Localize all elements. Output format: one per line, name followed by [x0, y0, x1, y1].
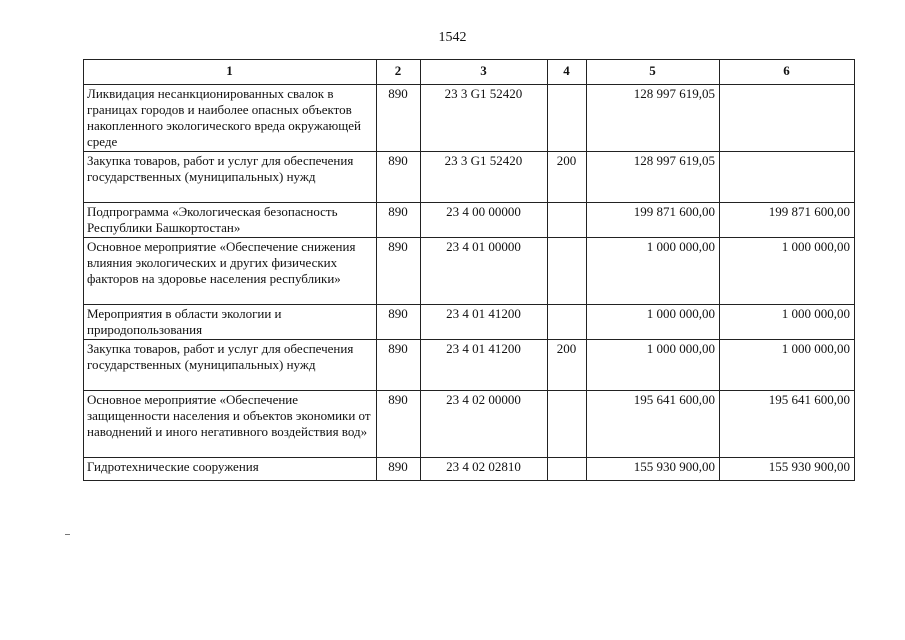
- cell-target: 23 3 G1 52420: [421, 152, 548, 203]
- cell-amount-2: [720, 85, 855, 152]
- cell-target: 23 4 02 00000: [421, 391, 548, 458]
- table-header-row: [84, 60, 855, 85]
- cell-expense: [548, 203, 587, 238]
- cell-amount-1: 128 997 619,05: [587, 152, 720, 203]
- cell-amount-1: 1 000 000,00: [587, 340, 720, 391]
- cell-target: 23 4 01 00000: [421, 238, 548, 305]
- table-row: [84, 152, 855, 203]
- budget-table: [83, 59, 855, 481]
- column-header: 1: [84, 60, 377, 85]
- cell-ministry: 890: [377, 305, 421, 340]
- cell-expense: 200: [548, 152, 587, 203]
- cell-expense: [548, 238, 587, 305]
- cell-ministry: 890: [377, 391, 421, 458]
- cell-amount-2: 1 000 000,00: [720, 305, 855, 340]
- table-row: [84, 85, 855, 152]
- scan-mark: [65, 534, 70, 535]
- cell-amount-1: 1 000 000,00: [587, 305, 720, 340]
- cell-amount-1: 199 871 600,00: [587, 203, 720, 238]
- column-header: 5: [587, 60, 720, 85]
- cell-name: Мероприятия в области экологии и природопользования: [84, 305, 377, 340]
- cell-ministry: 890: [377, 85, 421, 152]
- cell-target: 23 3 G1 52420: [421, 85, 548, 152]
- cell-name: Подпрограмма «Экологическая безопасность Республики Башкортостан»: [84, 203, 377, 238]
- cell-expense: [548, 85, 587, 152]
- cell-amount-2: 199 871 600,00: [720, 203, 855, 238]
- cell-expense: [548, 305, 587, 340]
- cell-name: Основное мероприятие «Обеспечение защищенности населения и объектов экономики от наводнений и иного негативного воздействия вод»: [84, 391, 377, 458]
- cell-amount-2: 155 930 900,00: [720, 458, 855, 481]
- table-row: [84, 391, 855, 458]
- cell-amount-1: 195 641 600,00: [587, 391, 720, 458]
- table-row: [84, 458, 855, 481]
- column-header: 2: [377, 60, 421, 85]
- cell-amount-1: 1 000 000,00: [587, 238, 720, 305]
- cell-target: 23 4 01 41200: [421, 340, 548, 391]
- cell-ministry: 890: [377, 152, 421, 203]
- cell-expense: 200: [548, 340, 587, 391]
- page-number: 1542: [438, 30, 467, 45]
- table-row: [84, 340, 855, 391]
- column-header: 3: [421, 60, 548, 85]
- cell-name: Ликвидация несанкционированных свалок в границах городов и наиболее опасных объектов накопленного экологического вреда окружающей среде: [84, 85, 377, 152]
- table-row: [84, 203, 855, 238]
- cell-ministry: 890: [377, 458, 421, 481]
- cell-name: Гидротехнические сооружения: [84, 458, 377, 481]
- cell-ministry: 890: [377, 203, 421, 238]
- cell-target: 23 4 00 00000: [421, 203, 548, 238]
- cell-amount-1: 128 997 619,05: [587, 85, 720, 152]
- cell-ministry: 890: [377, 238, 421, 305]
- cell-amount-2: 1 000 000,00: [720, 340, 855, 391]
- cell-expense: [548, 458, 587, 481]
- column-header: 4: [548, 60, 587, 85]
- column-header: 6: [720, 60, 855, 85]
- cell-ministry: 890: [377, 340, 421, 391]
- cell-name: Закупка товаров, работ и услуг для обеспечения государственных (муниципальных) нужд: [84, 340, 377, 391]
- cell-name: Основное мероприятие «Обеспечение снижения влияния экологических и других физических факторов на здоровье населения республики»: [84, 238, 377, 305]
- cell-amount-1: 155 930 900,00: [587, 458, 720, 481]
- cell-amount-2: 195 641 600,00: [720, 391, 855, 458]
- table-row: [84, 305, 855, 340]
- cell-expense: [548, 391, 587, 458]
- cell-amount-2: [720, 152, 855, 203]
- cell-target: 23 4 01 41200: [421, 305, 548, 340]
- cell-amount-2: 1 000 000,00: [720, 238, 855, 305]
- cell-target: 23 4 02 02810: [421, 458, 548, 481]
- cell-name: Закупка товаров, работ и услуг для обеспечения государственных (муниципальных) нужд: [84, 152, 377, 203]
- table-row: [84, 238, 855, 305]
